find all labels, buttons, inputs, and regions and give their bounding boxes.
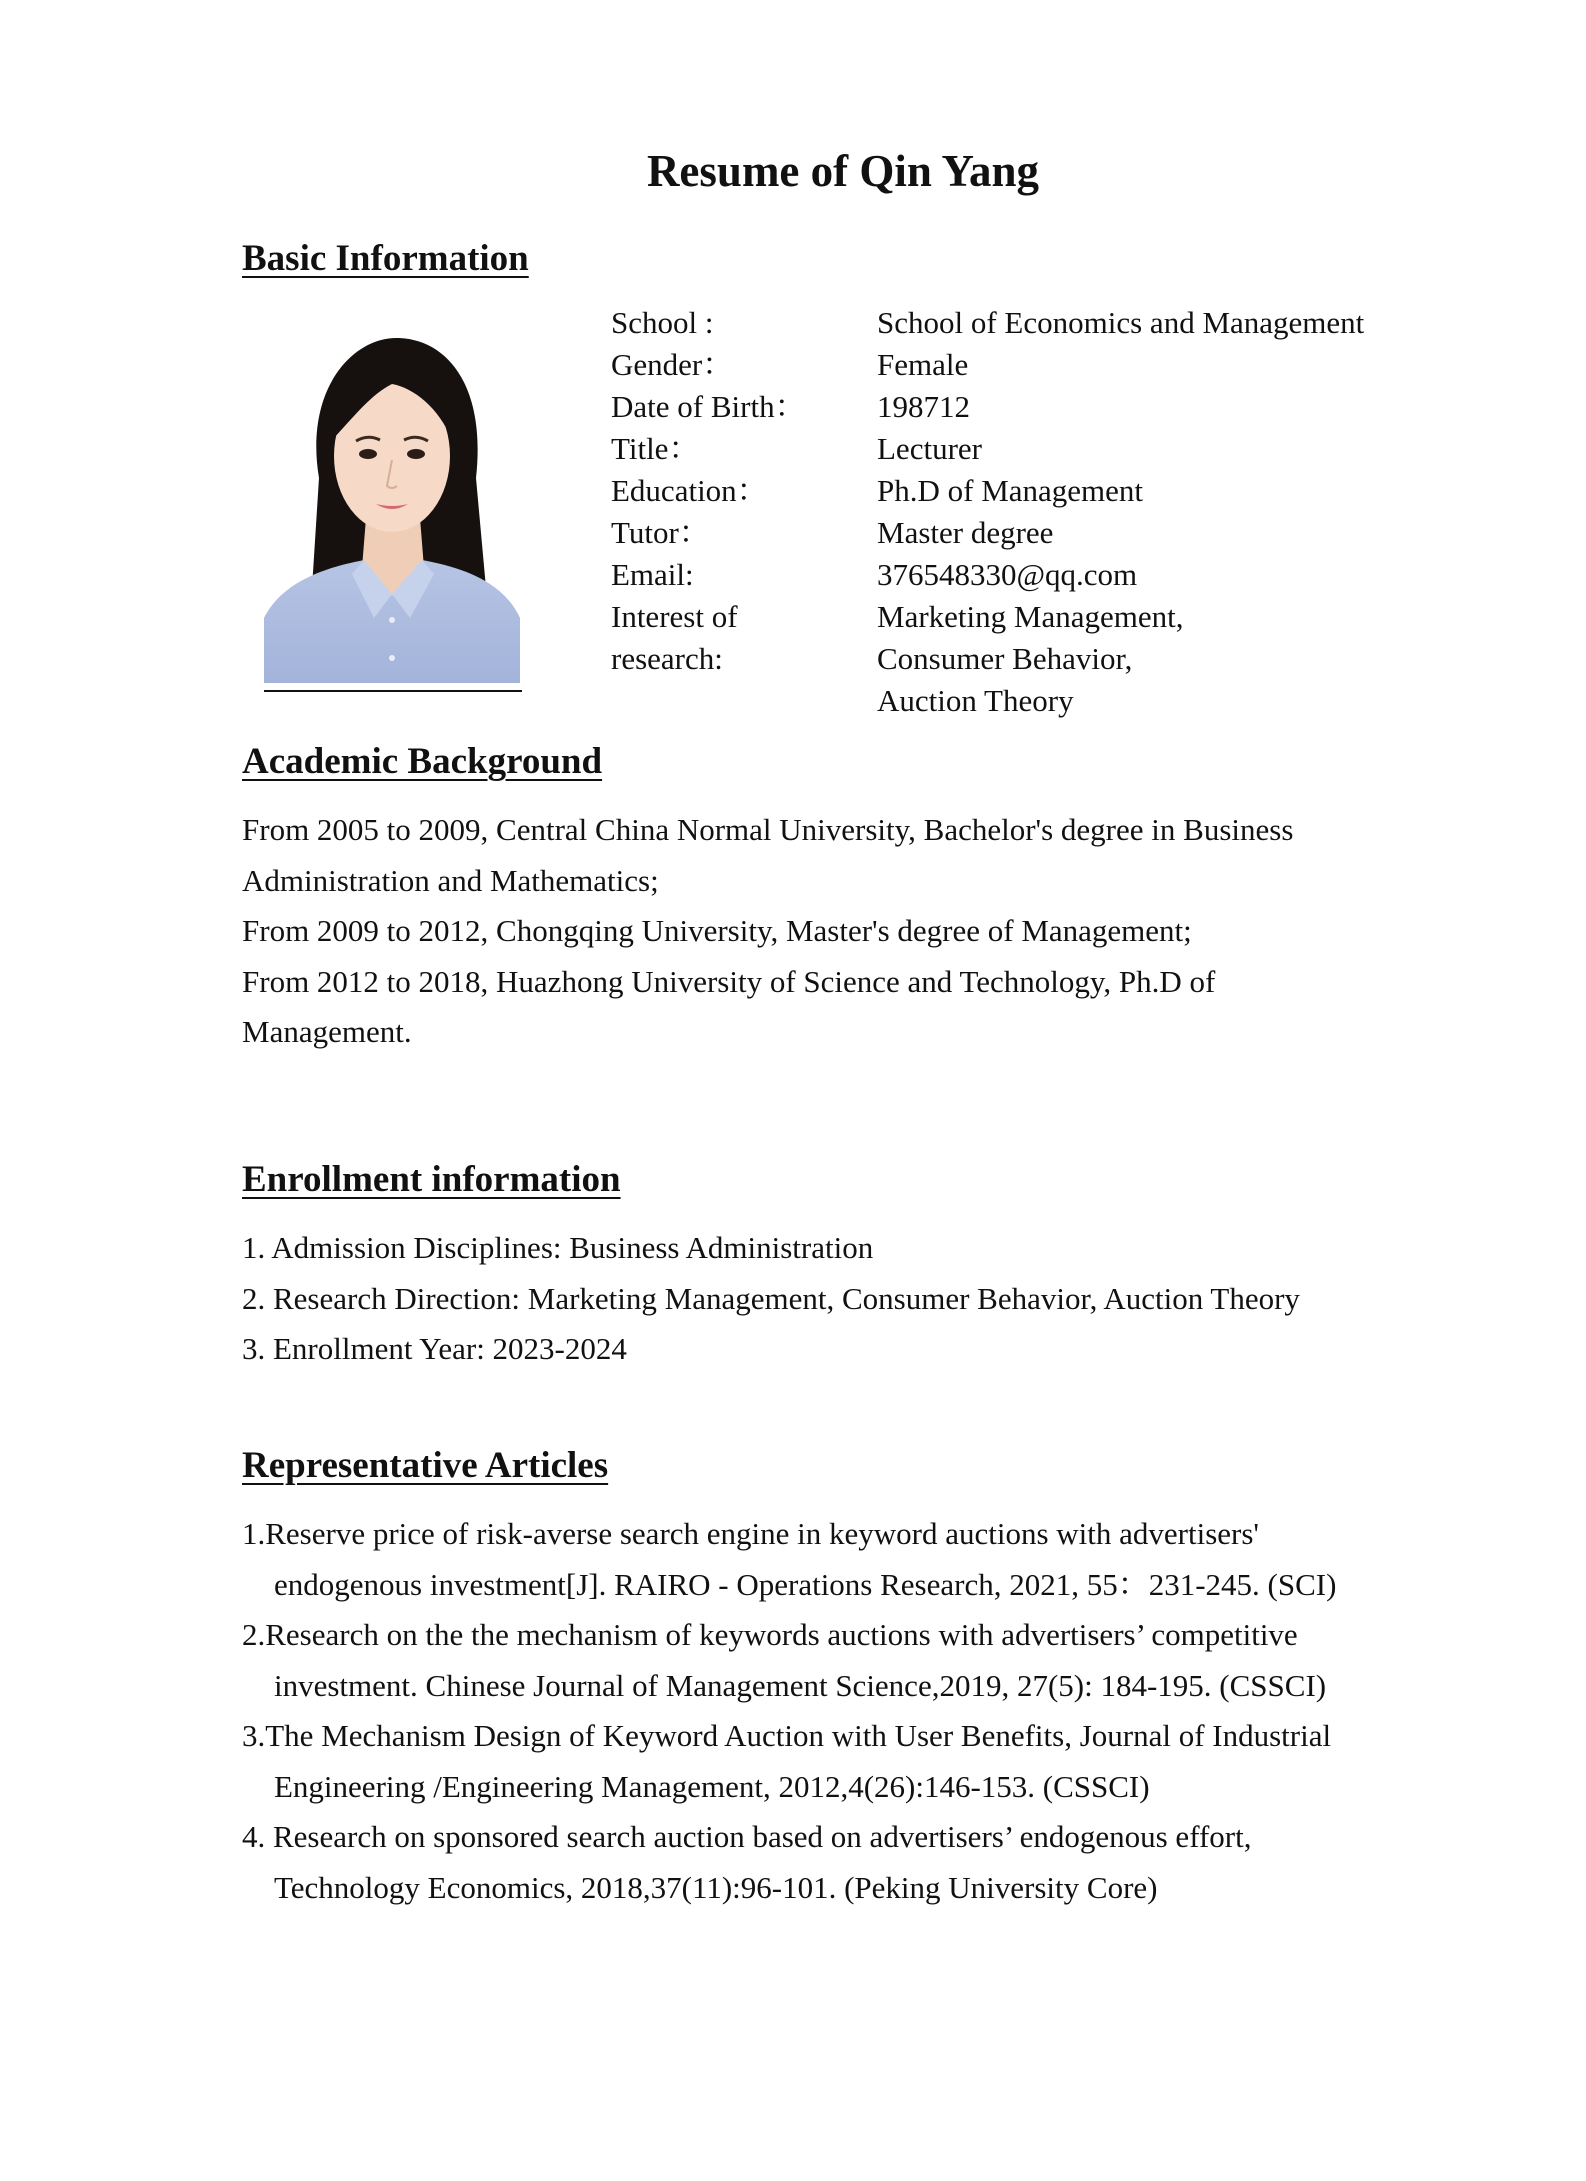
enrollment-item: 3. Enrollment Year: 2023-2024 [242, 1331, 627, 1366]
article-item: 4. Research on sponsored search auction based on advertisers’ endogenous effort, Technology Economics, 2018,37(11):96-101. (Peking University Core) [242, 1819, 1252, 1905]
article-item: 1.Reserve price of risk-averse search engine in keyword auctions with advertisers' endogenous investment[J]. RAIRO - Operations Research, 2021, 55：231-245. (SCI) [242, 1516, 1337, 1602]
enrollment-item: 2. Research Direction: Marketing Management, Consumer Behavior, Auction Theory [242, 1280, 1300, 1316]
academic-list [242, 805, 1392, 1058]
section-heading-basic-information: Basic Information [242, 238, 529, 279]
info-value: School of Economics and Management [877, 305, 1365, 340]
info-value: Female [877, 347, 969, 382]
info-label: Gender： [611, 347, 734, 382]
page-title: Resume of Qin Yang [646, 146, 1040, 196]
article-item: 3.The Mechanism Design of Keyword Auction with User Benefits, Journal of Industrial Engineering /Engineering Management, 2012,4(26):146-153. (CSSCI) [242, 1718, 1332, 1804]
info-label: School : [611, 305, 714, 340]
enrollment-item: 1. Admission Disciplines: Business Administration [242, 1230, 874, 1265]
info-value: 376548330@qq.com [877, 557, 1138, 592]
info-label: Title： [611, 431, 700, 466]
info-row-title [611, 428, 1364, 470]
info-row-gender [611, 344, 1364, 386]
interest-value: Auction Theory [877, 683, 1074, 718]
articles-list [242, 1509, 1382, 1913]
info-row-date-of-birth [611, 386, 1364, 428]
section-heading-academic-background: Academic Background [242, 741, 603, 782]
interest-value: Consumer Behavior, [877, 641, 1133, 676]
interest-label-line: research: [611, 641, 723, 676]
profile-photo [264, 328, 520, 683]
info-label: Date of Birth： [611, 389, 806, 424]
info-row-school [611, 302, 1364, 344]
info-row-email [611, 554, 1364, 596]
info-label: Education： [611, 473, 768, 508]
info-label: Tutor： [611, 515, 710, 550]
info-row-education [611, 470, 1364, 512]
info-value: Lecturer [877, 431, 982, 466]
info-value: Ph.D of Management [877, 473, 1144, 508]
info-row-tutor [611, 512, 1364, 554]
academic-item: From 2012 to 2018, Huazhong University of Science and Technology, Ph.D of Management. [242, 963, 1216, 1049]
section-heading-enrollment-information: Enrollment information [242, 1159, 621, 1200]
interest-value: Marketing Management, [877, 599, 1184, 634]
info-value: 198712 [877, 389, 970, 424]
info-label: Email: [611, 557, 694, 592]
article-item: 2.Research on the the mechanism of keywords auctions with advertisers’ competitive investment. Chinese Journal of Management Science,2019, 27(5): 184-195. (CSSCI) [242, 1617, 1327, 1703]
academic-item: From 2009 to 2012, Chongqing University, Master's degree of Management; [242, 913, 1192, 948]
basic-info-table [611, 302, 1364, 722]
section-heading-representative-articles: Representative Articles [242, 1445, 609, 1486]
academic-item: From 2005 to 2009, Central China Normal University, Bachelor's degree in Business Administration and Mathematics; [242, 812, 1294, 898]
interest-label-line: Interest of [611, 599, 738, 634]
enrollment-list [242, 1223, 1392, 1375]
info-value: Master degree [877, 515, 1054, 550]
info-row-interest [611, 596, 1364, 722]
info-value [877, 596, 1183, 722]
info-label [611, 596, 877, 722]
photo-underline [264, 690, 522, 692]
